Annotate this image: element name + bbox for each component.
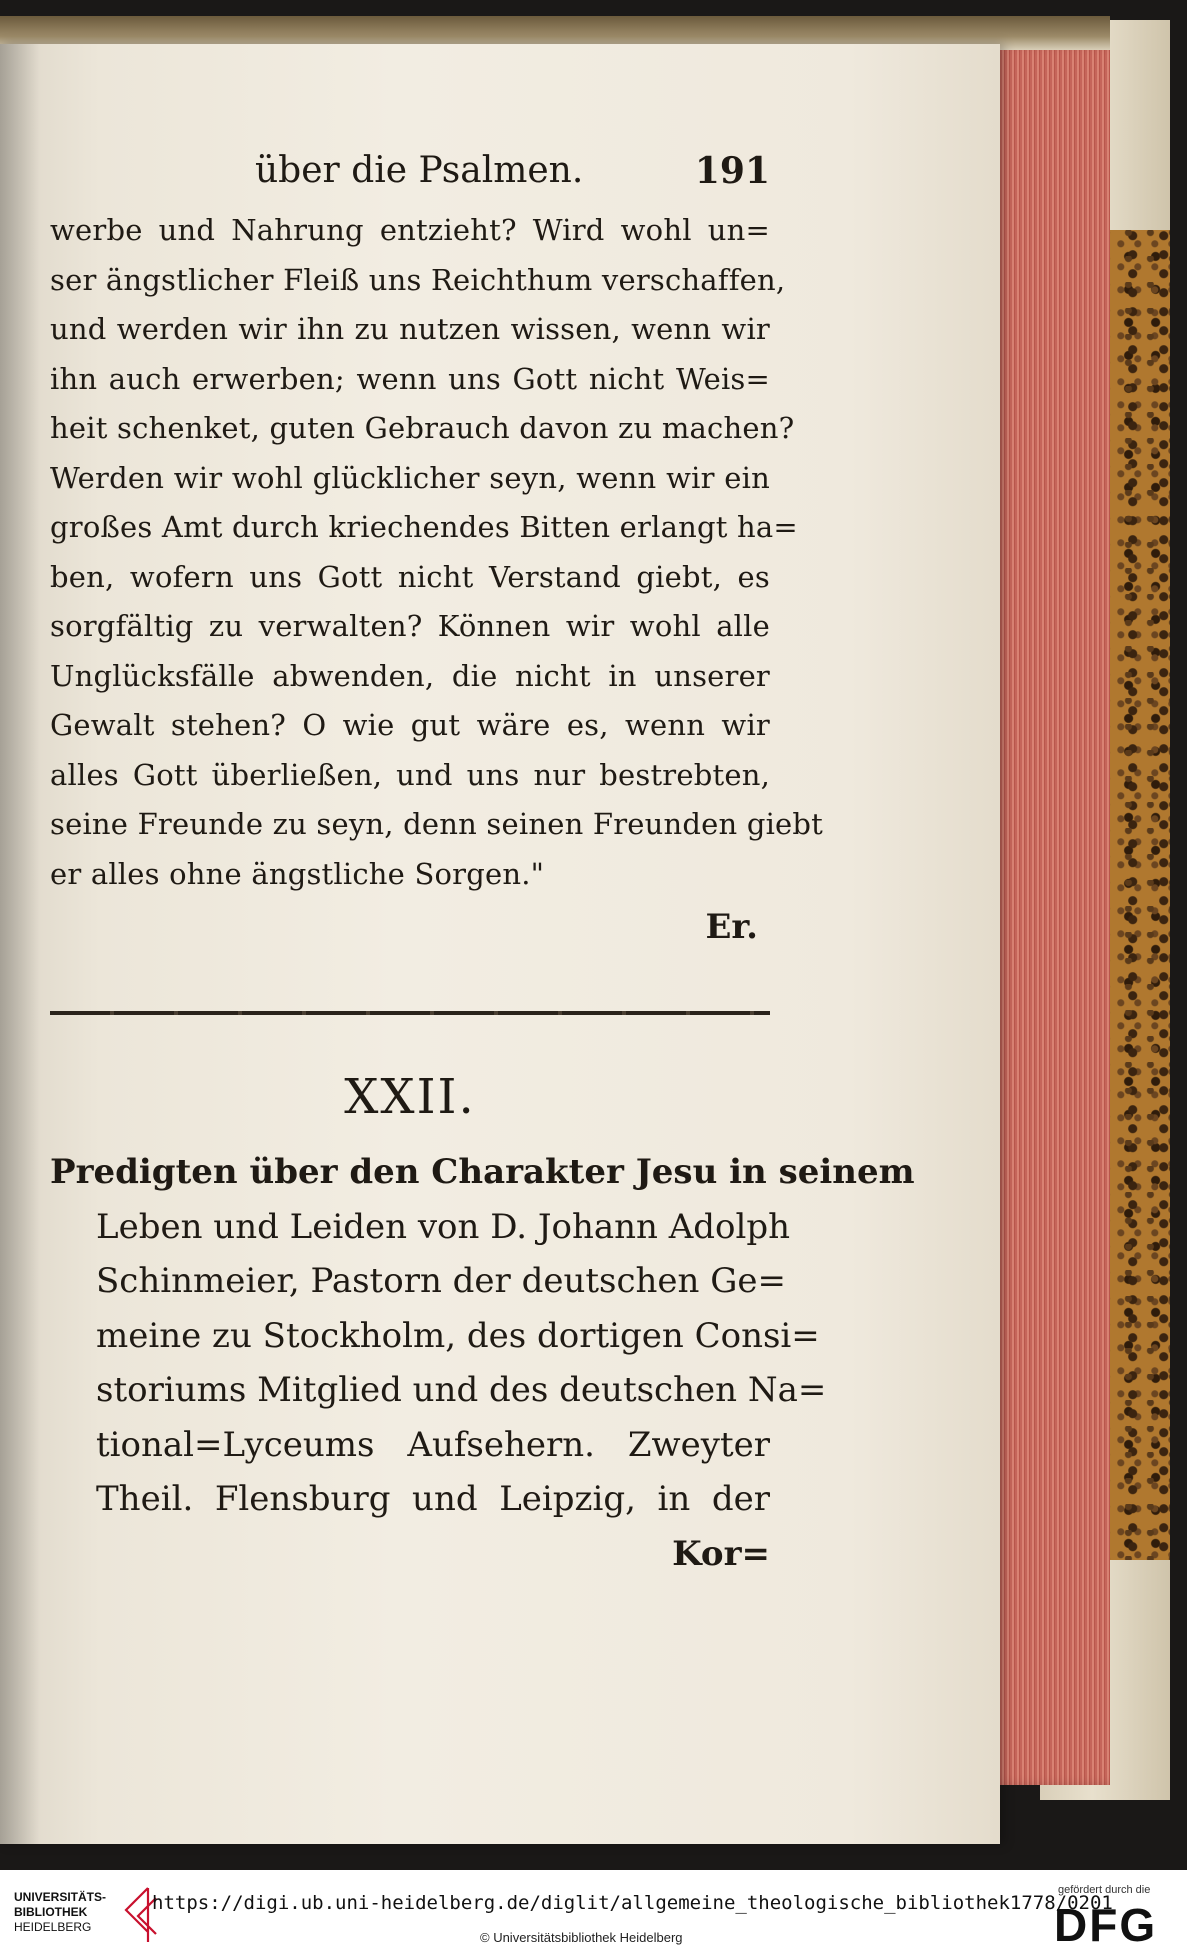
- library-logo-text: [14, 1890, 106, 1935]
- entry-line: Theil. Flensburg und Leipzig, in der: [96, 1479, 770, 1519]
- page-number: 191: [694, 150, 770, 192]
- body-line: alles Gott überließen, und uns nur bestrebten,: [50, 757, 770, 792]
- funding-label: gefördert durch die: [1058, 1884, 1151, 1896]
- body-line: ben, wofern uns Gott nicht Verstand giebt, es: [50, 559, 770, 594]
- copyright-notice: © Universitätsbibliothek Heidelberg: [480, 1930, 683, 1945]
- section-number: XXII.: [344, 1069, 476, 1125]
- body-line: ihn auch erwerben; wenn uns Gott nicht Weis=: [50, 361, 770, 396]
- review-entry-title: [50, 1145, 915, 1527]
- body-line: seine Freunde zu seyn, denn seinen Freunden giebt: [50, 807, 824, 841]
- body-line: Unglücksfälle abwenden, die nicht in unserer: [50, 658, 770, 693]
- body-line: werbe und Nahrung entzieht? Wird wohl un=: [50, 213, 770, 247]
- footer-bar: [0, 1870, 1187, 1959]
- library-name-line: HEIDELBERG: [14, 1920, 92, 1934]
- entry-line: meine zu Stockholm, des dortigen Consi=: [96, 1315, 820, 1356]
- section-divider-rule: [50, 1011, 770, 1015]
- body-line: Gewalt stehen? O wie gut wäre es, wenn wir: [50, 708, 770, 742]
- author-signature: Er.: [705, 907, 758, 947]
- dfg-logo: DFG: [1054, 1899, 1158, 1951]
- entry-line: storiums Mitglied und des deutschen Na=: [96, 1370, 827, 1410]
- body-paragraph: [50, 206, 824, 899]
- catchword: Kor=: [672, 1533, 770, 1574]
- body-line: heit schenket, guten Gebrauch davon zu machen?: [50, 411, 795, 445]
- entry-line: tional=Lyceums Aufsehern. Zweyter: [96, 1424, 770, 1465]
- body-line: er alles ohne ängstliche Sorgen.": [50, 856, 545, 891]
- body-line: großes Amt durch kriechendes Bitten erlangt ha=: [50, 510, 798, 544]
- gutter-shadow: [0, 44, 40, 1844]
- body-line: sorgfältig zu verwalten? Können wir wohl alle: [50, 609, 770, 643]
- body-line: ser ängstlicher Fleiß uns Reichthum verschaffen,: [50, 262, 786, 297]
- entry-line: Schinmeier, Pastorn der deutschen Ge=: [96, 1261, 787, 1301]
- page-text-block: [50, 142, 915, 1581]
- permalink-url[interactable]: https://digi.ub.uni-heidelberg.de/diglit/allgemeine_theologische_bibliothek1778/0201: [152, 1892, 1113, 1914]
- body-line: Werden wir wohl glücklicher seyn, wenn wir ein: [50, 460, 770, 495]
- running-head-title: über die Psalmen.: [255, 150, 584, 191]
- running-head: [50, 142, 770, 200]
- library-name-line: BIBLIOTHEK: [14, 1905, 88, 1919]
- entry-line: Predigten über den Charakter Jesu in seinem: [50, 1152, 915, 1192]
- library-name-line: UNIVERSITÄTS-: [14, 1890, 107, 1904]
- body-line: und werden wir ihn zu nutzen wissen, wenn wir: [50, 312, 770, 346]
- entry-line: Leben und Leiden von D. Johann Adolph: [96, 1206, 791, 1247]
- red-page-edges: [990, 45, 1110, 1785]
